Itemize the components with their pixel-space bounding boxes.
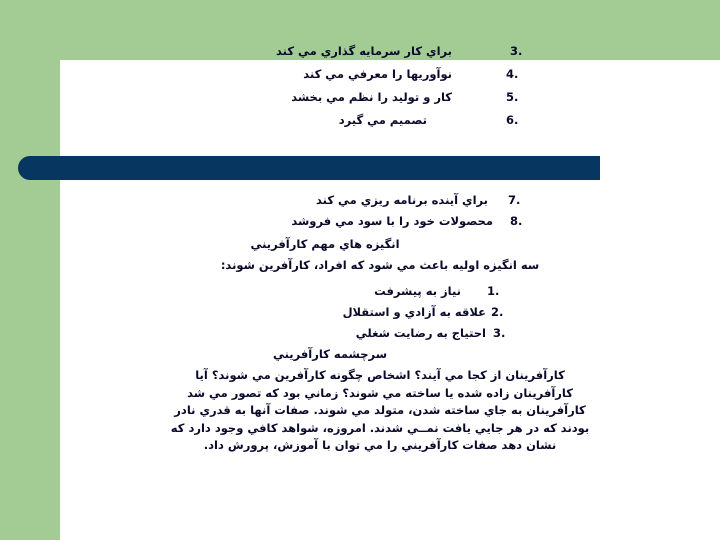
list-item-text: نوآوريها را معرفي مي كند: [303, 67, 452, 81]
paragraph-line: بودند كه در هر جايي يافت نمــي شدند. امروزه، شواهد كافي وجود دارد كه: [170, 420, 590, 435]
list-item-text: براي آينده برنامه ريزي مي كند: [316, 193, 488, 207]
list-item-text: كار و توليد را نظم مي بخشد: [291, 90, 452, 104]
list-item-number: 2.: [491, 305, 504, 319]
list-item-number: 7.: [508, 193, 521, 207]
list-item-number: 1.: [487, 284, 500, 298]
paragraph-line: كارآفرينان زاده شده يا ساخته مي شوند؟ زماني بود كه تصور مي شد: [187, 385, 573, 400]
list-item-text: محصولات خود را با سود مي فروشد: [291, 214, 493, 228]
list-item-number: 6.: [506, 113, 519, 127]
motivation-heading: انگيزه هاي مهم كارآفريني: [250, 237, 400, 251]
list-item: [258, 191, 528, 209]
list-item: [270, 282, 506, 300]
list-item-number: 4.: [506, 67, 519, 81]
list-item-text: احتياج به رضايت شغلي: [355, 326, 486, 340]
list-item-number: 8.: [510, 214, 523, 228]
source-heading: سرچشمه كارآفريني: [272, 347, 388, 361]
list-item: [270, 324, 506, 342]
list-item-number: 5.: [506, 90, 519, 104]
motivation-intro: سه انگيزه اوليه باعث مي شود كه افراد، كارآفرين شوند:: [220, 258, 540, 272]
paragraph-line: كارآفرينان به جاي ساخته شدن، متولد مي شوند. صفات آنها به قدري نادر: [174, 403, 586, 418]
list-item-text: علاقه به آزادي و استقلال: [342, 305, 486, 319]
content-panel: [60, 60, 720, 540]
list-item-text: براي كار سرمايه گذاري مي كند: [275, 44, 452, 58]
paragraph-line: نشان دهد صفات كارآفريني را مي توان با آموزش، پرورش داد.: [203, 438, 557, 453]
list-item-text: نياز به پيشرفت: [374, 284, 461, 298]
left-green-band: [0, 0, 60, 540]
list-item: [265, 111, 527, 129]
section-divider-bar: [18, 156, 600, 180]
source-paragraph: [150, 367, 610, 455]
list-item: [265, 88, 527, 106]
list-item-number: 3.: [510, 44, 523, 58]
list-item: [265, 42, 527, 60]
list-item: [258, 212, 528, 230]
list-item: [270, 303, 506, 321]
list-item: [265, 65, 527, 83]
list-item-number: 3.: [493, 326, 506, 340]
list-item-text: تصميم مي گيرد: [338, 113, 427, 127]
paragraph-line: كارآفرينان از كجا مي آيند؟ اشخاص چگونه كارآفرين مي شوند؟ آيا: [195, 368, 565, 382]
